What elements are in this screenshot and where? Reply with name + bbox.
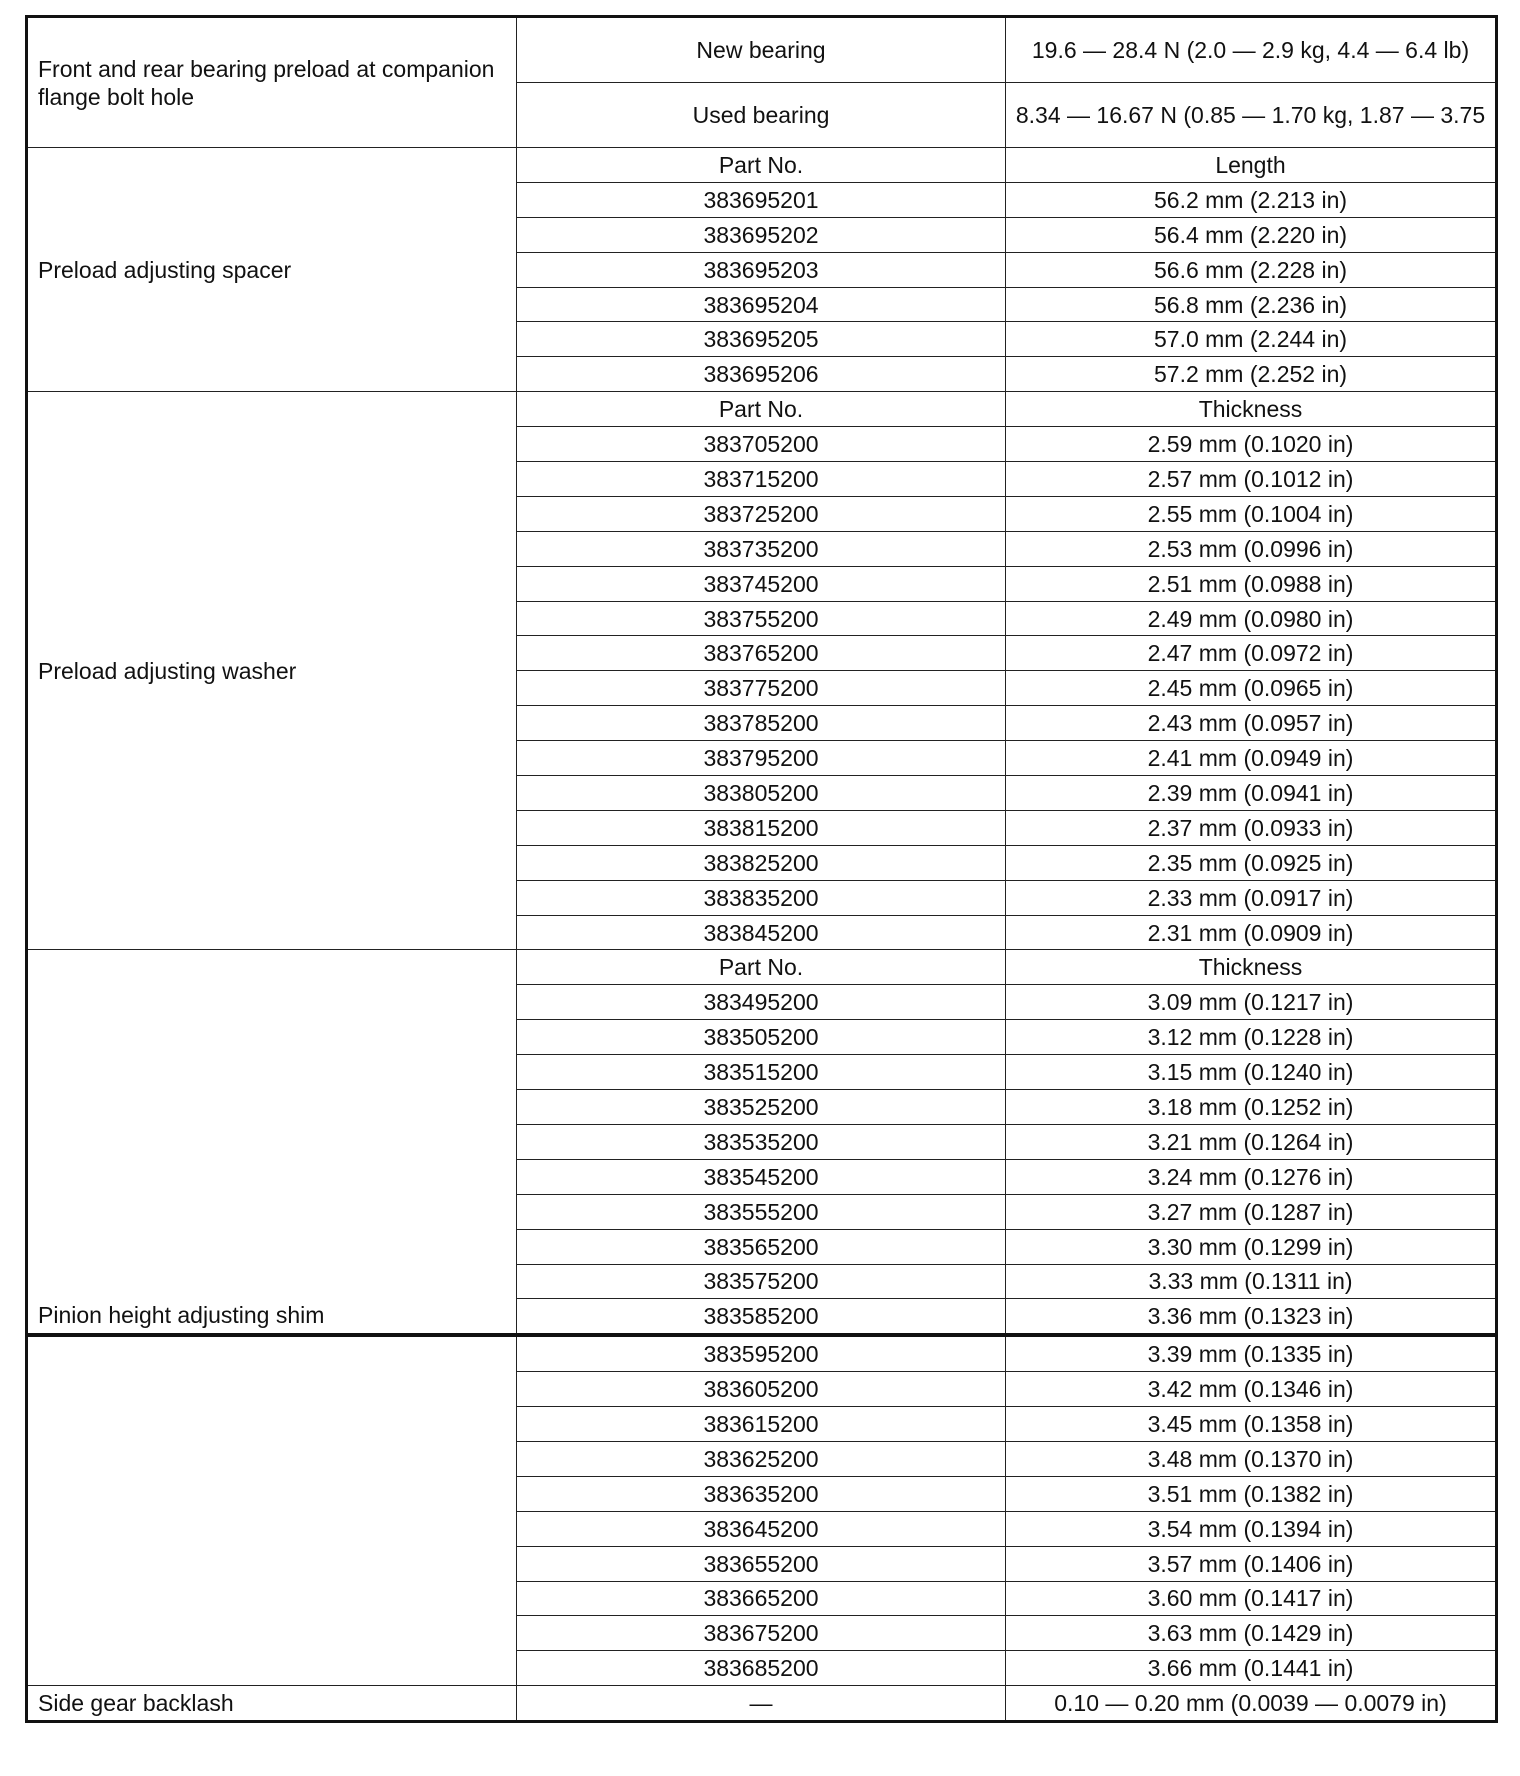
used-bearing-label: Used bearing	[517, 83, 1006, 148]
value-cell: 3.51 mm (0.1382 in)	[1006, 1476, 1497, 1511]
part-number-cell: 383755200	[517, 601, 1006, 636]
part-number-cell: 383565200	[517, 1229, 1006, 1264]
part-number-cell: 383685200	[517, 1651, 1006, 1686]
part-number-cell: 383695202	[517, 217, 1006, 252]
value-cell: 3.27 mm (0.1287 in)	[1006, 1194, 1497, 1229]
new-bearing-value: 19.6 — 28.4 N (2.0 — 2.9 kg, 4.4 — 6.4 lb)	[1006, 17, 1497, 83]
value-cell: 2.59 mm (0.1020 in)	[1006, 427, 1497, 462]
value-cell: 3.54 mm (0.1394 in)	[1006, 1511, 1497, 1546]
part-number-cell: 383495200	[517, 985, 1006, 1020]
value-cell: 3.39 mm (0.1335 in)	[1006, 1335, 1497, 1371]
part-number-cell: 383695204	[517, 287, 1006, 322]
value-cell: 56.8 mm (2.236 in)	[1006, 287, 1497, 322]
value-cell: 56.2 mm (2.213 in)	[1006, 182, 1497, 217]
value-cell: 57.0 mm (2.244 in)	[1006, 322, 1497, 357]
value-cell: 2.31 mm (0.0909 in)	[1006, 915, 1497, 950]
value-cell: 2.49 mm (0.0980 in)	[1006, 601, 1497, 636]
preload-label: Front and rear bearing preload at companion flange bolt hole	[27, 17, 517, 148]
spec-table-body	[27, 17, 1497, 1722]
value-cell: 2.51 mm (0.0988 in)	[1006, 566, 1497, 601]
part-number-cell: 383735200	[517, 531, 1006, 566]
spacer-value-header: Length	[1006, 148, 1497, 183]
part-number-cell: 383805200	[517, 776, 1006, 811]
part-number-cell: 383765200	[517, 636, 1006, 671]
washer-label: Preload adjusting washer	[27, 392, 517, 950]
part-number-cell: 383695201	[517, 182, 1006, 217]
backlash-row	[27, 1686, 1497, 1722]
value-cell: 2.55 mm (0.1004 in)	[1006, 496, 1497, 531]
part-number-cell: 383575200	[517, 1264, 1006, 1299]
part-number-cell: 383745200	[517, 566, 1006, 601]
value-cell: 3.60 mm (0.1417 in)	[1006, 1581, 1497, 1616]
value-cell: 3.57 mm (0.1406 in)	[1006, 1546, 1497, 1581]
value-cell: 57.2 mm (2.252 in)	[1006, 357, 1497, 392]
value-cell: 2.41 mm (0.0949 in)	[1006, 741, 1497, 776]
value-cell: 2.45 mm (0.0965 in)	[1006, 671, 1497, 706]
value-cell: 2.47 mm (0.0972 in)	[1006, 636, 1497, 671]
washer-part-header: Part No.	[517, 392, 1006, 427]
part-number-cell: 383775200	[517, 671, 1006, 706]
used-bearing-value: 8.34 — 16.67 N (0.85 — 1.70 kg, 1.87 — 3.75	[1006, 83, 1497, 148]
value-cell: 3.42 mm (0.1346 in)	[1006, 1372, 1497, 1407]
value-cell: 2.43 mm (0.0957 in)	[1006, 706, 1497, 741]
part-number-cell: 383595200	[517, 1335, 1006, 1371]
part-number-cell: 383845200	[517, 915, 1006, 950]
part-number-cell: 383815200	[517, 810, 1006, 845]
shim-part-header: Part No.	[517, 950, 1006, 985]
value-cell: 3.15 mm (0.1240 in)	[1006, 1055, 1497, 1090]
value-cell: 3.09 mm (0.1217 in)	[1006, 985, 1497, 1020]
part-number-cell: 383635200	[517, 1476, 1006, 1511]
part-number-cell: 383675200	[517, 1616, 1006, 1651]
part-number-cell: 383625200	[517, 1441, 1006, 1476]
value-cell: 2.37 mm (0.0933 in)	[1006, 810, 1497, 845]
part-number-cell: 383705200	[517, 427, 1006, 462]
backlash-label: Side gear backlash	[27, 1686, 517, 1722]
part-number-cell: 383695205	[517, 322, 1006, 357]
value-cell: 2.57 mm (0.1012 in)	[1006, 462, 1497, 497]
part-number-cell: 383715200	[517, 462, 1006, 497]
value-cell: 3.18 mm (0.1252 in)	[1006, 1090, 1497, 1125]
part-number-cell: 383505200	[517, 1020, 1006, 1055]
part-number-cell: 383795200	[517, 741, 1006, 776]
backlash-value: 0.10 — 0.20 mm (0.0039 — 0.0079 in)	[1006, 1686, 1497, 1722]
value-cell: 3.45 mm (0.1358 in)	[1006, 1407, 1497, 1442]
spec-table	[25, 15, 1498, 1723]
spacer-header-row	[27, 148, 1497, 183]
part-number-cell: 383835200	[517, 880, 1006, 915]
shim-header-row	[27, 950, 1497, 985]
shim-label-continuation	[27, 1335, 517, 1685]
part-number-cell: 383645200	[517, 1511, 1006, 1546]
spacer-part-header: Part No.	[517, 148, 1006, 183]
part-number-cell: 383695206	[517, 357, 1006, 392]
value-cell: 3.30 mm (0.1299 in)	[1006, 1229, 1497, 1264]
part-number-cell: 383655200	[517, 1546, 1006, 1581]
part-number-cell: 383525200	[517, 1090, 1006, 1125]
preload-new-row	[27, 17, 1497, 83]
part-number-cell: 383695203	[517, 252, 1006, 287]
table-row	[27, 1335, 1497, 1371]
part-number-cell: 383615200	[517, 1407, 1006, 1442]
part-number-cell: 383535200	[517, 1124, 1006, 1159]
part-number-cell: 383585200	[517, 1299, 1006, 1335]
part-number-cell: 383605200	[517, 1372, 1006, 1407]
value-cell: 2.35 mm (0.0925 in)	[1006, 845, 1497, 880]
part-number-cell: 383825200	[517, 845, 1006, 880]
part-number-cell: 383725200	[517, 496, 1006, 531]
part-number-cell: 383545200	[517, 1159, 1006, 1194]
value-cell: 56.6 mm (2.228 in)	[1006, 252, 1497, 287]
value-cell: 2.33 mm (0.0917 in)	[1006, 880, 1497, 915]
value-cell: 3.36 mm (0.1323 in)	[1006, 1299, 1497, 1335]
value-cell: 2.53 mm (0.0996 in)	[1006, 531, 1497, 566]
part-number-cell: 383785200	[517, 706, 1006, 741]
spacer-label: Preload adjusting spacer	[27, 148, 517, 392]
value-cell: 3.24 mm (0.1276 in)	[1006, 1159, 1497, 1194]
value-cell: 56.4 mm (2.220 in)	[1006, 217, 1497, 252]
backlash-part: —	[517, 1686, 1006, 1722]
value-cell: 3.12 mm (0.1228 in)	[1006, 1020, 1497, 1055]
part-number-cell: 383555200	[517, 1194, 1006, 1229]
value-cell: 3.66 mm (0.1441 in)	[1006, 1651, 1497, 1686]
value-cell: 3.21 mm (0.1264 in)	[1006, 1124, 1497, 1159]
value-cell: 2.39 mm (0.0941 in)	[1006, 776, 1497, 811]
part-number-cell: 383665200	[517, 1581, 1006, 1616]
new-bearing-label: New bearing	[517, 17, 1006, 83]
shim-value-header: Thickness	[1006, 950, 1497, 985]
washer-value-header: Thickness	[1006, 392, 1497, 427]
shim-label: Pinion height adjusting shim	[27, 950, 517, 1335]
value-cell: 3.63 mm (0.1429 in)	[1006, 1616, 1497, 1651]
washer-header-row	[27, 392, 1497, 427]
part-number-cell: 383515200	[517, 1055, 1006, 1090]
value-cell: 3.33 mm (0.1311 in)	[1006, 1264, 1497, 1299]
value-cell: 3.48 mm (0.1370 in)	[1006, 1441, 1497, 1476]
